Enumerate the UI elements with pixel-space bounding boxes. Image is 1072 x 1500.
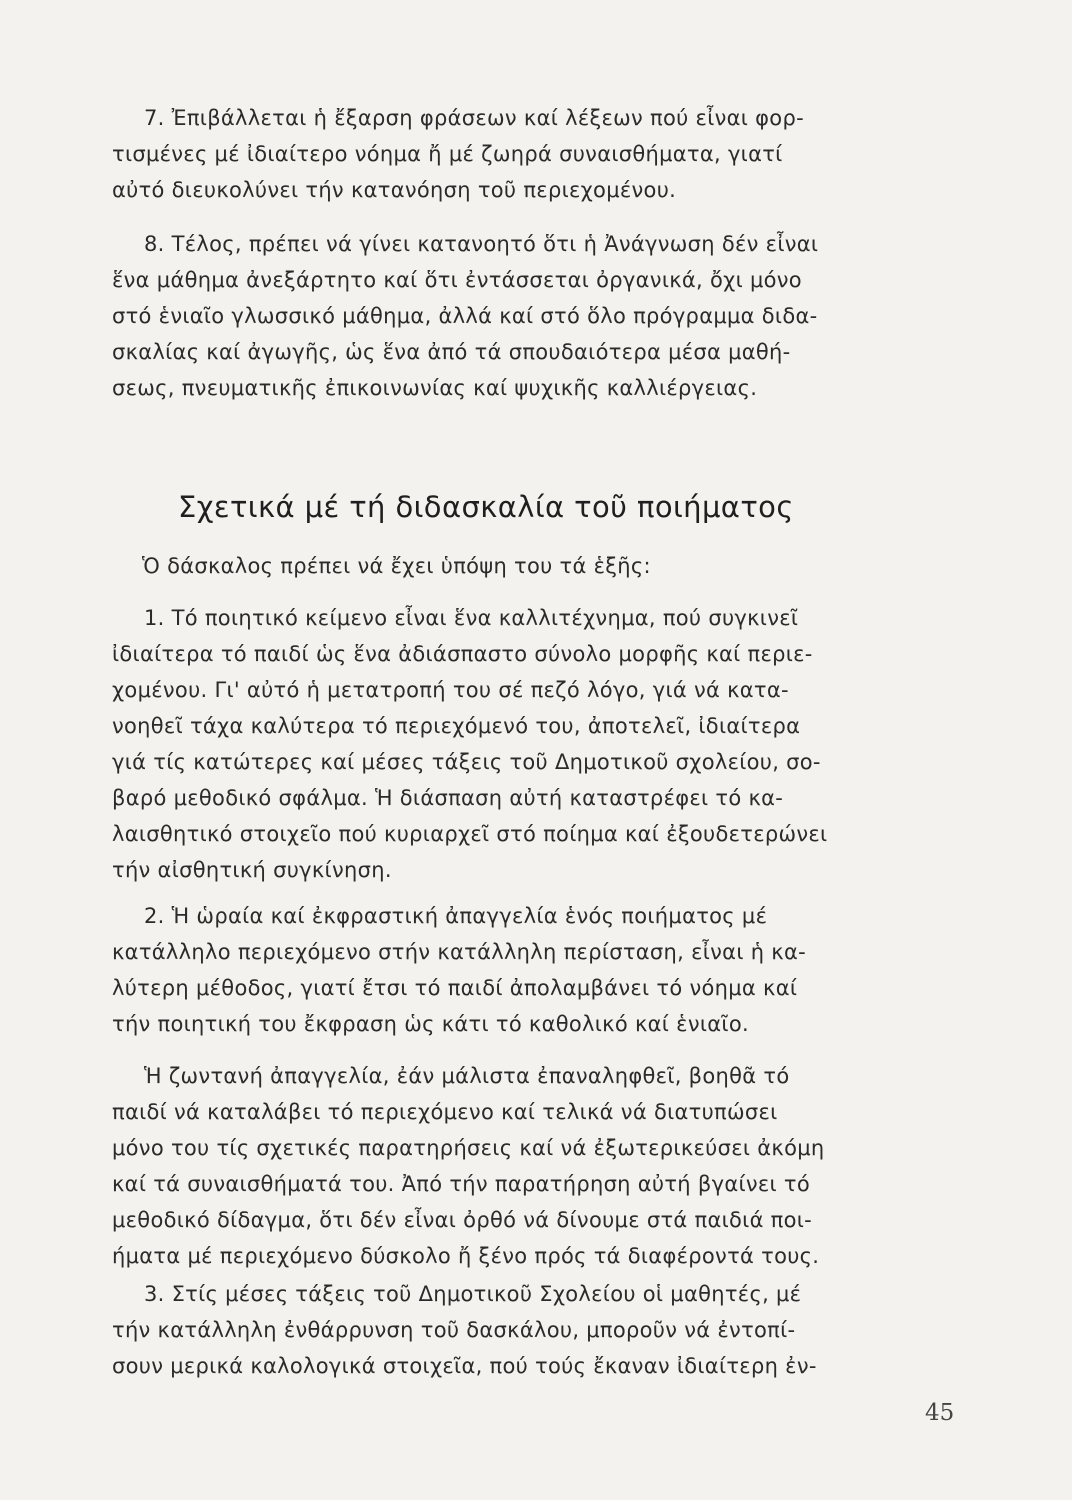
text-line: 8. Τέλος, πρέπει νά γίνει κατανοητό ὅτι ἡ Ἀνάγνωση δέν εἶναι [144, 232, 819, 256]
text-line: παιδί νά καταλάβει τό περιεχόμενο καί τελικά νά διατυπώσει [112, 1100, 778, 1124]
section-heading: Σχετικά μέ τή διδασκαλία τοῦ ποιήματος [178, 490, 794, 524]
text-line: καί τά συναισθήματά του. Ἀπό τήν παρατήρηση αὐτή βγαίνει τό [112, 1172, 811, 1196]
paragraph-point-2 [112, 898, 952, 1042]
text-line: μόνο του τίς σχετικές παρατηρήσεις καί νά ἐξωτερικεύσει ἀκόμη [112, 1136, 825, 1160]
paragraph-point-1 [112, 600, 952, 888]
text-line: 3. Στίς μέσες τάξεις τοῦ Δημοτικοῦ Σχολείου οἱ μαθητές, μέ [144, 1282, 802, 1306]
text-line: τισμένες μέ ἰδιαίτερο νόημα ἤ μέ ζωηρά συναισθήματα, γιατί [112, 142, 783, 166]
text-line: αὐτό διευκολύνει τήν κατανόηση τοῦ περιεχομένου. [112, 178, 677, 202]
text-line: 2. Ἡ ὡραία καί ἐκφραστική ἀπαγγελία ἑνός ποιήματος μέ [144, 904, 768, 928]
text-line: ἰδιαίτερα τό παιδί ὡς ἕνα ἀδιάσπαστο σύνολο μορφῆς καί περιε- [112, 642, 813, 666]
paragraph-point-3 [112, 1276, 952, 1384]
text-line: γιά τίς κατώτερες καί μέσες τάξεις τοῦ Δημοτικοῦ σχολείου, σο- [112, 750, 821, 774]
text-line: σουν μερικά καλολογικά στοιχεῖα, πού τούς ἔκαναν ἰδιαίτερη ἐν- [112, 1354, 817, 1378]
text-line: Ἡ ζωντανή ἀπαγγελία, ἐάν μάλιστα ἐπαναληφθεῖ, βοηθᾶ τό [144, 1064, 790, 1088]
text-line: στό ἑνιαῖο γλωσσικό μάθημα, ἀλλά καί στό ὅλο πρόγραμμα διδα- [112, 304, 818, 328]
paragraph-point-2-continued [112, 1058, 952, 1274]
text-line: ήματα μέ περιεχόμενο δύσκολο ἤ ξένο πρός τά διαφέροντά τους. [112, 1244, 820, 1268]
text-line: χομένου. Γι' αὐτό ἡ μετατροπή του σέ πεζό λόγο, γιά νά κατα- [112, 678, 789, 702]
text-line: τήν ποιητική του ἔκφραση ὡς κάτι τό καθολικό καί ἑνιαῖο. [112, 1012, 749, 1036]
paragraph-item-7 [112, 100, 952, 208]
text-line: τήν αἰσθητική συγκίνηση. [112, 858, 392, 882]
text-line: ἕνα μάθημα ἀνεξάρτητο καί ὅτι ἐντάσσεται ὀργανικά, ὄχι μόνο [112, 268, 802, 292]
text-line: λαισθητικό στοιχεῖο πού κυριαρχεῖ στό ποίημα καί ἐξουδετερώνει [112, 822, 828, 846]
text-line: 7. Ἐπιβάλλεται ἡ ἔξαρση φράσεων καί λέξεων πού εἶναι φορ- [144, 106, 804, 130]
text-line: τήν κατάλληλη ἐνθάρρυνση τοῦ δασκάλου, μποροῦν νά ἐντοπί- [112, 1318, 796, 1342]
paragraph-intro [112, 548, 952, 584]
text-line: λύτερη μέθοδος, γιατί ἔτσι τό παιδί ἀπολαμβάνει τό νόημα καί [112, 976, 798, 1000]
text-line: βαρό μεθοδικό σφάλμα. Ἡ διάσπαση αὐτή καταστρέφει τό κα- [112, 786, 784, 810]
text-line: νοηθεῖ τάχα καλύτερα τό περιεχόμενό του, ἀποτελεῖ, ἰδιαίτερα [112, 714, 801, 738]
paragraph-item-8 [112, 226, 952, 406]
text-line: κατάλληλο περιεχόμενο στήν κατάλληλη περίσταση, εἶναι ἡ κα- [112, 940, 806, 964]
page-number: 45 [925, 1400, 955, 1426]
text-line: σκαλίας καί ἀγωγῆς, ὡς ἕνα ἀπό τά σπουδαιότερα μέσα μαθή- [112, 340, 791, 364]
text-line: μεθοδικό δίδαγμα, ὅτι δέν εἶναι ὀρθό νά δίνουμε στά παιδιά ποι- [112, 1208, 813, 1232]
text-line: Ὁ δάσκαλος πρέπει νά ἔχει ὑπόψη του τά ἑξῆς: [142, 554, 651, 578]
text-line: 1. Τό ποιητικό κείμενο εἶναι ἕνα καλλιτέχνημα, πού συγκινεῖ [144, 606, 799, 630]
text-line: σεως, πνευματικῆς ἐπικοινωνίας καί ψυχικῆς καλλιέργειας. [112, 376, 758, 400]
